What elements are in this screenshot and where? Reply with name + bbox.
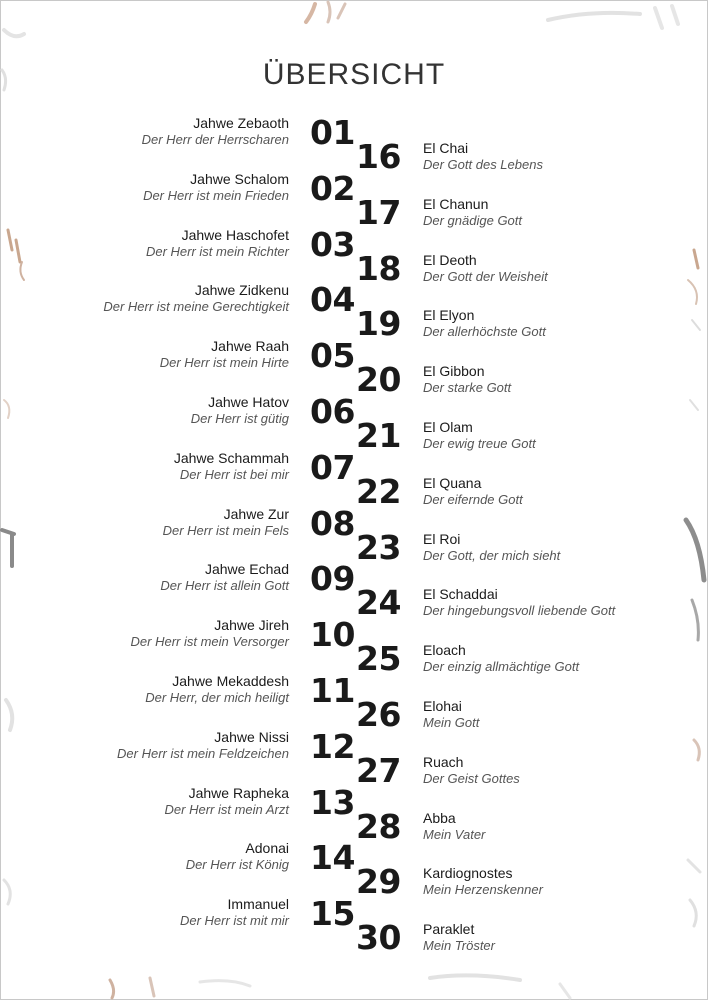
entry-name: El Chai (423, 140, 469, 156)
entry-meaning: Der Herr ist bei mir (179, 466, 289, 482)
right-entry (423, 698, 693, 748)
right-entry (423, 921, 693, 971)
right-entry (423, 586, 693, 636)
right-entry (423, 363, 693, 413)
entry-number: 28 (356, 806, 401, 846)
entry-number: 06 (310, 392, 355, 431)
right-entry (423, 642, 693, 692)
left-entry (0, 450, 289, 500)
entry-number: 10 (310, 615, 355, 655)
entry-number: 25 (356, 639, 401, 679)
left-entry (0, 115, 289, 165)
entry-name: Immanuel (227, 896, 289, 913)
entry-name: Jahwe Jireh (214, 617, 289, 634)
entry-number: 17 (356, 192, 401, 232)
entry-meaning: Der einzig allmächtige Gott (423, 659, 580, 675)
left-entry (0, 561, 289, 611)
page-title: ÜBERSICHT (262, 58, 446, 91)
entry-number: 16 (356, 137, 401, 176)
entry-number: 14 (310, 838, 355, 878)
entry-meaning: Der allerhöchste Gott (423, 324, 546, 340)
entry-number: 04 (310, 280, 355, 320)
entry-number: 20 (356, 360, 401, 400)
right-entry (423, 475, 693, 525)
left-entry (0, 729, 289, 779)
left-entry (0, 282, 289, 332)
entry-name: El Gibbon (423, 363, 485, 380)
entry-meaning: Mein Herzenskenner (423, 882, 543, 898)
entry-number: 13 (310, 782, 355, 822)
entry-number: 07 (310, 447, 355, 487)
entry-name: Ruach (423, 753, 464, 770)
entry-name: Jahwe Schalom (190, 170, 289, 187)
entry-meaning: Mein Vater (423, 826, 486, 842)
entry-name: El Elyon (423, 307, 475, 324)
left-entry (0, 785, 289, 835)
entry-name: Jahwe Schammah (173, 449, 289, 466)
entry-name: Jahwe Haschofet (181, 226, 289, 243)
entry-number: 09 (310, 559, 355, 599)
right-entry (423, 531, 693, 581)
entry-name: Jahwe Hatov (208, 394, 289, 410)
entry-meaning: Der Herr ist gütig (190, 411, 289, 426)
entry-name: Jahwe Nissi (214, 728, 289, 745)
entry-meaning: Der Gott, der mich sieht (423, 547, 561, 563)
right-entry (423, 140, 693, 190)
entry-meaning: Der Herr ist meine Gerechtigkeit (103, 299, 289, 315)
entry-number: 03 (310, 224, 355, 264)
entry-name: Abba (423, 809, 456, 826)
entry-meaning: Der Herr der Herrscharen (141, 132, 289, 147)
entry-number: 24 (356, 583, 401, 623)
right-entry (423, 865, 693, 915)
left-entry (0, 617, 289, 667)
entry-name: Elohai (423, 698, 462, 714)
left-entry (0, 338, 289, 388)
entry-name: Paraklet (423, 921, 475, 938)
left-entry (0, 394, 289, 444)
entry-name: El Schaddai (423, 586, 498, 603)
entry-number: 08 (310, 503, 355, 543)
entry-name: Jahwe Rapheka (188, 784, 289, 801)
entry-meaning: Der Herr ist allein Gott (160, 578, 289, 594)
entry-number: 12 (310, 726, 355, 766)
entry-meaning: Mein Tröster (423, 938, 495, 954)
entry-name: El Roi (423, 530, 461, 547)
entry-meaning: Der hingebungsvoll liebende Gott (423, 603, 616, 619)
entry-meaning: Der Herr ist mein Hirte (159, 355, 289, 371)
entry-name: El Quana (423, 474, 482, 491)
entry-meaning: Der Gott des Lebens (423, 157, 543, 172)
left-entry (0, 227, 289, 277)
entry-number: 21 (356, 416, 401, 455)
entry-number: 15 (310, 894, 355, 934)
left-entry (0, 673, 289, 723)
entry-meaning: Der Herr ist König (185, 857, 289, 873)
right-entry (423, 419, 693, 469)
entry-meaning: Der Herr ist mein Richter (145, 243, 289, 259)
entry-meaning: Der Herr ist mein Arzt (164, 801, 289, 817)
entry-number: 05 (310, 336, 355, 376)
entry-number: 01 (310, 113, 355, 152)
entry-name: El Deoth (423, 251, 477, 268)
right-entry (423, 196, 693, 246)
entry-number: 11 (310, 671, 355, 710)
right-entry (423, 252, 693, 302)
entry-name: Eloach (423, 642, 466, 659)
entry-meaning: Der starke Gott (423, 380, 512, 396)
entry-meaning: Der Herr ist mein Versorger (130, 634, 289, 650)
entry-meaning: Der Herr ist mit mir (179, 913, 289, 929)
entry-number: 30 (356, 918, 401, 958)
entry-meaning: Der Gott der Weisheit (423, 268, 548, 284)
entry-meaning: Der gnädige Gott (423, 212, 523, 228)
entry-meaning: Der Herr ist mein Frieden (143, 187, 289, 203)
right-entry (423, 754, 693, 804)
entry-number: 23 (356, 527, 401, 567)
entry-name: Jahwe Zidkenu (194, 282, 289, 299)
entry-name: Jahwe Zebaoth (193, 115, 289, 131)
right-entry (423, 307, 693, 357)
entry-meaning: Der eifernde Gott (423, 491, 523, 507)
entry-meaning: Mein Gott (423, 715, 480, 730)
entry-number: 18 (356, 248, 401, 288)
left-entry (0, 840, 289, 890)
entry-name: Adonai (245, 840, 289, 857)
entry-number: 02 (310, 168, 355, 208)
left-entry (0, 896, 289, 946)
entry-number: 29 (356, 862, 401, 902)
entry-number: 26 (356, 695, 401, 734)
left-entry (0, 506, 289, 556)
entry-number: 27 (356, 750, 401, 790)
entry-meaning: Der Herr, der mich heiligt (145, 690, 289, 705)
entry-name: Jahwe Zur (223, 505, 289, 522)
entry-number: 22 (356, 471, 401, 511)
entry-name: Jahwe Raah (211, 338, 289, 355)
left-entry (0, 171, 289, 221)
entry-meaning: Der Geist Gottes (423, 770, 520, 786)
entry-meaning: Der Herr ist mein Fels (162, 522, 289, 538)
entry-name: El Chanun (423, 195, 489, 212)
entry-name: Jahwe Echad (204, 561, 289, 578)
entry-name: Kardiognostes (423, 865, 513, 882)
entry-number: 19 (356, 304, 401, 344)
entry-meaning: Der ewig treue Gott (423, 436, 536, 451)
entry-meaning: Der Herr ist mein Feldzeichen (117, 745, 289, 761)
right-entry (423, 810, 693, 860)
entry-name: El Olam (423, 419, 473, 435)
entry-name: Jahwe Mekaddesh (172, 673, 289, 689)
